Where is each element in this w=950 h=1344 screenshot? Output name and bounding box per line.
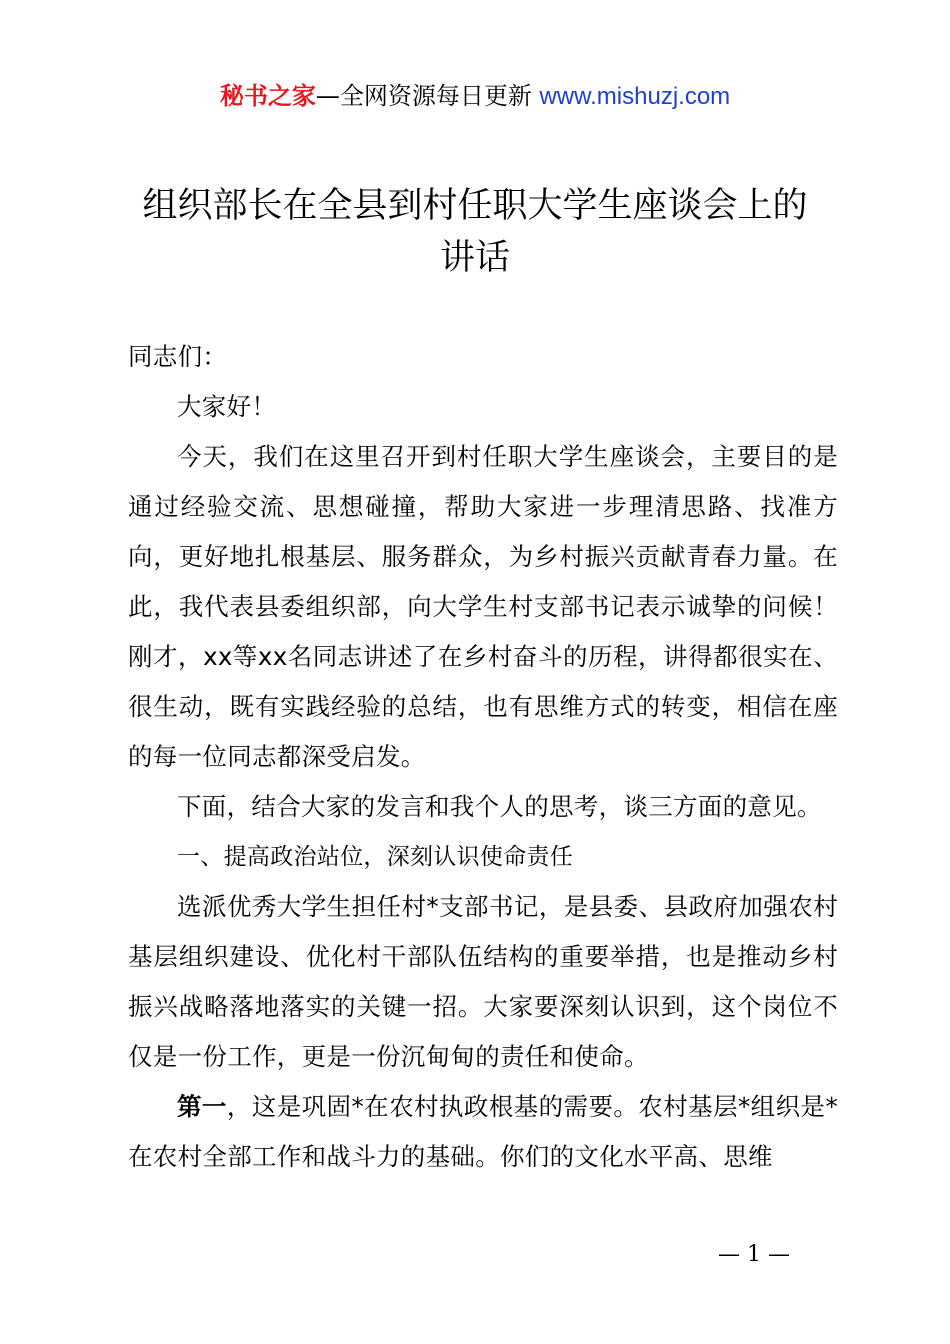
site-url[interactable]: www.mishuzj.com [539,83,731,110]
paragraph-section-1: 选派优秀大学生担任村*支部书记，是县委、县政府加强农村基层组织建设、优化村干部队伍结构的重要举措，也是推动乡村振兴战略落地落实的关键一招。大家要深刻认识到，这个岗位不仅是一份工作，更是一份沉甸甸的责任和使命。 [128,892,838,1071]
section-heading-1: 一、提高政治站位，深刻认识使命责任 [177,844,574,870]
site-tagline: —全网资源每日更新 [315,82,532,110]
site-header [0,80,950,113]
title-line-2: 讲话 [439,238,510,278]
paragraph-intro: 今天，我们在这里召开到村任职大学生座谈会，主要目的是通过经验交流、思想碰撞，帮助大家进一步理清思路、找准方向，更好地扎根基层、服务群众，为乡村振兴贡献青春力量。在此，我代表县委组织部，向大学生村支部书记表示诚挚的问候！刚才，xx等xx名同志讲述了在乡村奋斗的历程，讲得都很实在、很生动，既有实践经验的总结，也有思维方式的转变，相信在座的每一位同志都深受启发。 [128,442,838,771]
document-body [128,332,838,1182]
point-text: ，这是巩固*在农村执政根基的需要。农村基层*组织是*在农村全部工作和战斗力的基础。你们的文化水平高、思维 [128,1092,838,1171]
greeting: 大家好！ [177,392,277,421]
paragraph-outline: 下面，结合大家的发言和我个人的思考，谈三方面的意见。 [177,792,822,821]
salutation: 同志们： [128,342,228,371]
site-brand: 秘书之家 [219,82,316,110]
document-title [100,180,850,284]
page-number: — 1 — [718,1242,790,1267]
point-label: 第一 [177,1092,227,1121]
title-line-1: 组织部长在全县到村任职大学生座谈会上的 [142,186,808,226]
paragraph-point-1 [128,1082,838,1182]
